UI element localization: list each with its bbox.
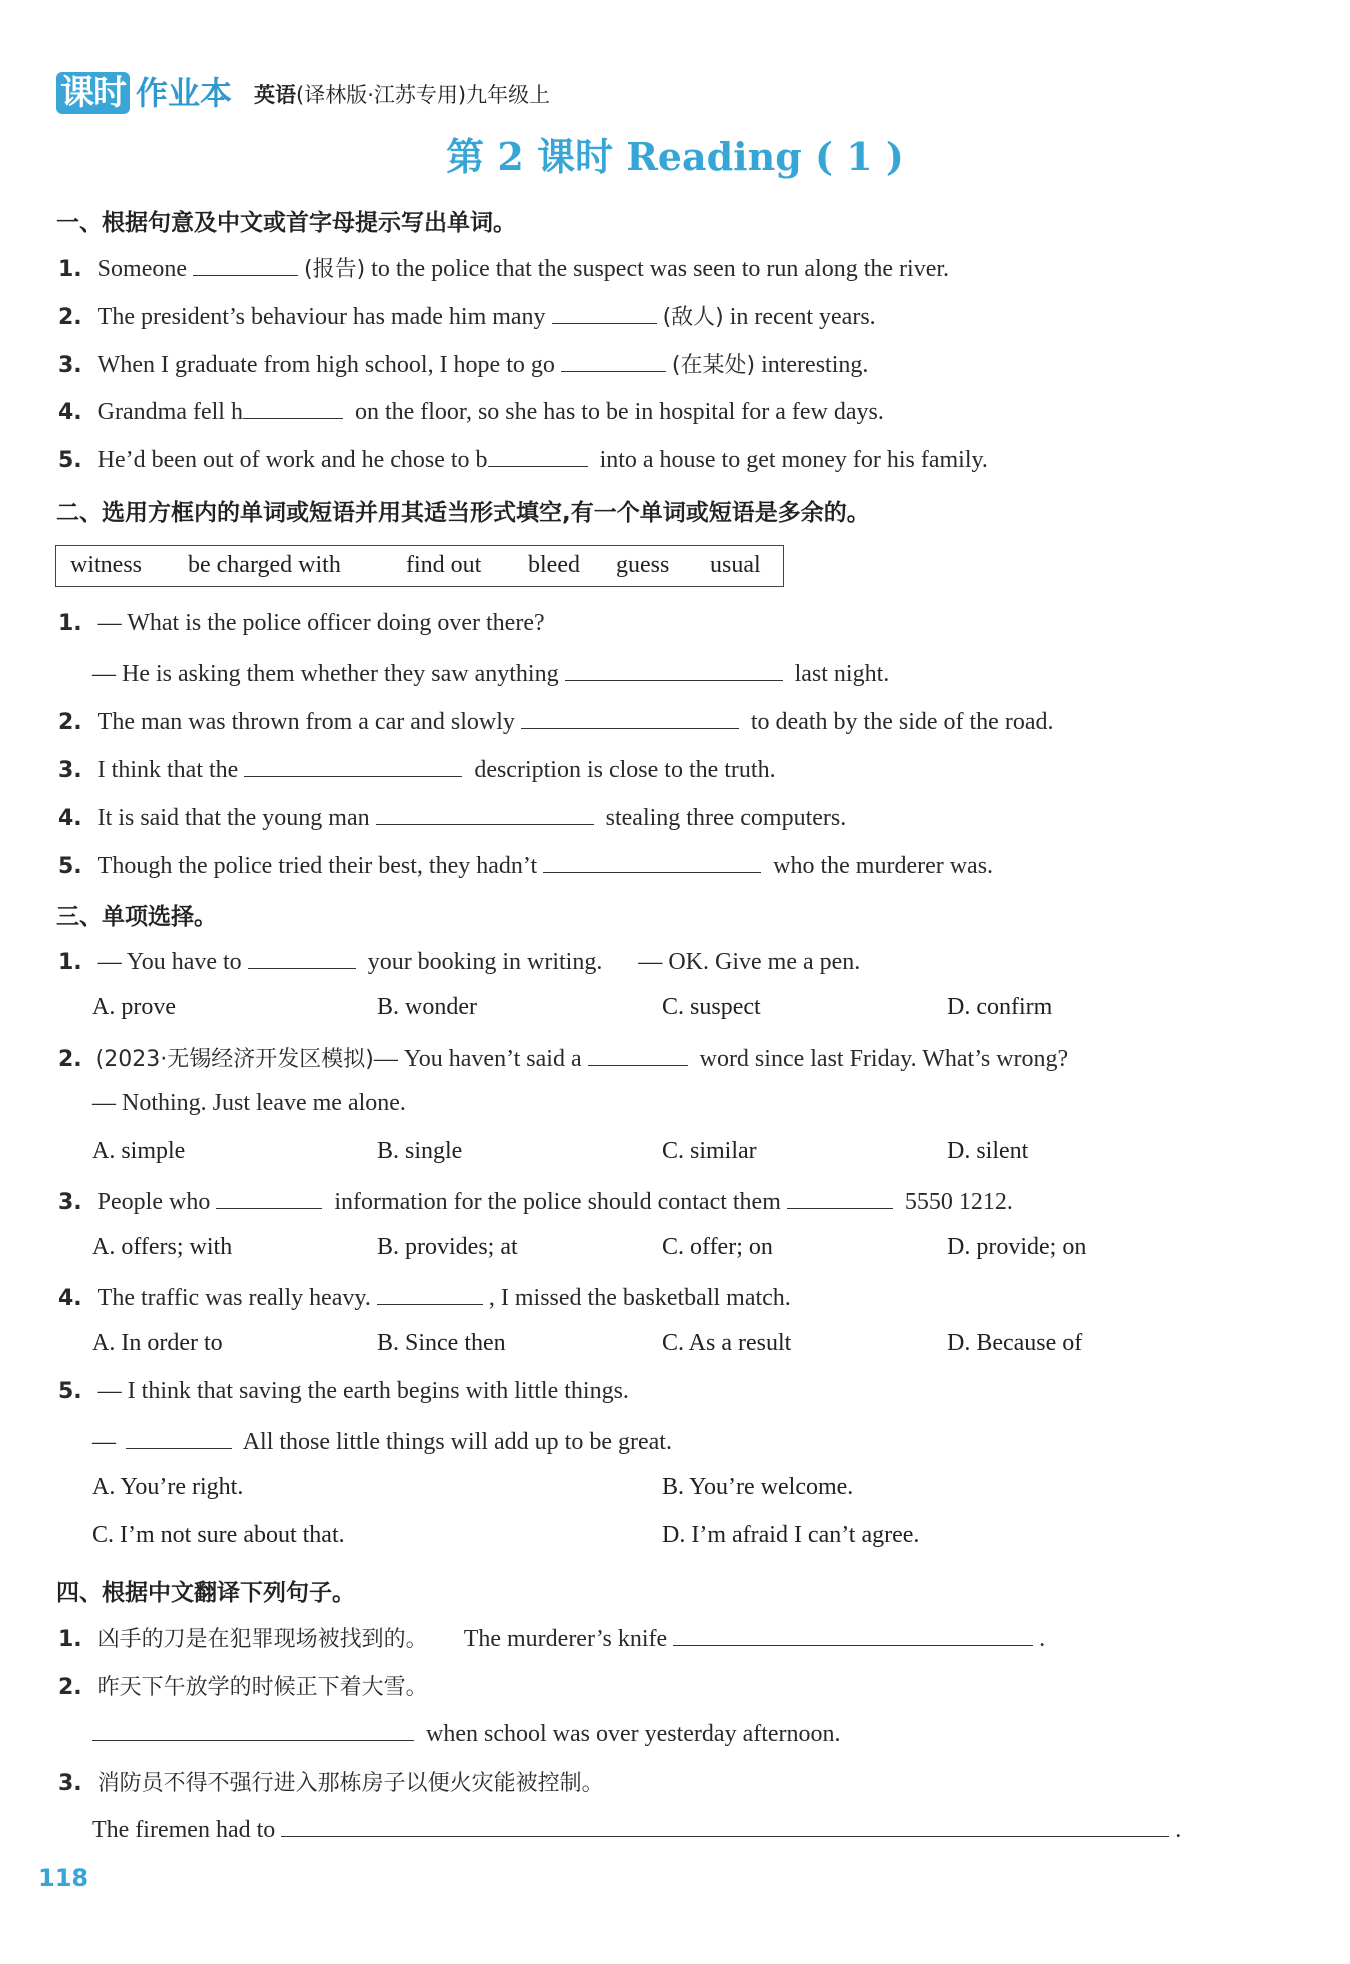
item-text: , I missed the basketball match. [488,1285,791,1311]
item-text: word since last Friday. What’s wrong? [699,1046,1069,1072]
item-text: last night. [794,661,890,687]
item-text: — What is the police officer doing over there? [97,610,545,636]
option-c[interactable]: C. suspect [662,994,761,1020]
option-d[interactable]: D. Because of [947,1330,1083,1356]
item-number: 4. [58,806,82,831]
chinese-sentence: 昨天下午放学的时候正下着大雪。 [97,1675,428,1700]
chinese-hint: (报告) [304,257,366,282]
answer-blank[interactable] [543,850,761,873]
item-number: 3. [58,1190,82,1215]
item-text: information for the police should contact them [334,1189,781,1215]
answer-blank[interactable] [193,253,298,276]
option-c[interactable]: C. offer; on [662,1234,773,1260]
answer-blank[interactable] [244,754,462,777]
lesson-title: 第 2 课时 Reading ( 1 ) [446,134,904,179]
mc-question-5-reply [92,1426,672,1456]
s2-item-2 [58,706,1053,736]
s1-item-3 [58,348,868,379]
item-text: He’d been out of work and he chose to b [97,447,488,473]
word-bank-item: bleed [528,552,580,578]
page-number: 118 [38,1864,89,1892]
mc-question-3 [58,1186,1013,1216]
s2-item-1b [92,658,889,688]
item-text: — OK. Give me a pen. [638,949,861,975]
option-a[interactable]: A. offers; with [92,1234,233,1260]
item-number: 1. [58,950,82,975]
answer-blank[interactable] [92,1718,414,1741]
item-text: The murderer’s knife [463,1626,668,1652]
option-b[interactable]: B. You’re welcome. [662,1474,854,1500]
item-text: into a house to get money for his family. [599,447,988,473]
item-text: on the floor, so she has to be in hospital for a few days. [354,399,884,425]
item-text: — [92,1429,116,1455]
mc-question-1 [58,946,860,976]
item-text: to the police that the suspect was seen to run along the river. [371,256,950,282]
item-number: 1. [58,611,82,636]
answer-blank[interactable] [488,444,588,467]
word-bank-item: witness [70,552,142,578]
item-number: 1. [58,1627,82,1652]
section-3-heading: 三、单项选择。 [56,904,217,930]
series-logo [56,72,232,114]
sentence-period: . [1175,1817,1182,1843]
translation-3-answer [92,1814,1181,1844]
option-d[interactable]: D. provide; on [947,1234,1087,1260]
option-a[interactable]: A. simple [92,1138,186,1164]
chinese-sentence: 凶手的刀是在犯罪现场被找到的。 [97,1627,428,1652]
mc-question-2-reply: — Nothing. Just leave me alone. [92,1090,406,1116]
word-bank-box [55,545,784,587]
item-text: Someone [97,256,187,282]
item-number: 2. [58,1047,82,1072]
item-text: Grandma fell h [97,399,243,425]
option-d[interactable]: D. confirm [947,994,1053,1020]
word-bank-item: be charged with [188,552,341,578]
chinese-hint: (在某处) [671,353,756,378]
item-text: 5550 1212. [904,1189,1013,1215]
s2-item-5 [58,850,993,880]
item-text: The man was thrown from a car and slowly [97,709,515,735]
page-header [56,64,550,114]
item-text: When I graduate from high school, I hope to go [97,352,555,378]
word-bank-item: find out [406,552,482,578]
s1-item-5 [58,444,988,474]
book-detail: (译林版·江苏专用)九年级上 [296,83,551,107]
option-d[interactable]: D. I’m afraid I can’t agree. [662,1522,920,1548]
item-number: 3. [58,758,82,783]
item-text: The traffic was really heavy. [97,1285,371,1311]
item-text: — He is asking them whether they saw anything [92,661,559,687]
answer-blank[interactable] [588,1043,688,1066]
answer-blank[interactable] [126,1426,232,1449]
translation-3 [58,1766,604,1797]
section-2-heading: 二、选用方框内的单词或短语并用其适当形式填空,有一个单词或短语是多余的。 [56,500,870,526]
item-text: description is close to the truth. [474,757,776,783]
item-number: 5. [58,1379,82,1404]
item-text: The president’s behaviour has made him many [97,304,546,330]
answer-blank[interactable] [552,301,657,324]
item-number: 2. [58,710,82,735]
item-text: — I think that saving the earth begins with little things. [97,1378,629,1404]
item-text: interesting. [761,352,869,378]
item-text: — You haven’t said a [373,1046,582,1072]
chinese-hint: (敌人) [662,305,724,330]
item-text: People who [97,1189,211,1215]
answer-blank[interactable] [565,658,783,681]
s1-item-1 [58,252,949,283]
item-number: 2. [58,1675,82,1700]
logo-text: 作业本 [136,74,233,112]
item-number: 3. [58,1771,82,1796]
item-text: when school was over yesterday afternoon. [426,1721,841,1747]
item-text: in recent years. [729,304,876,330]
mc-question-5 [58,1378,629,1405]
item-number: 5. [58,448,82,473]
word-bank-item: guess [616,552,670,578]
book-subject: 英语 [254,83,297,107]
option-d[interactable]: D. silent [947,1138,1029,1164]
answer-blank[interactable] [248,946,356,969]
option-a[interactable]: A. prove [92,994,176,1020]
sentence-period: . [1039,1626,1046,1652]
answer-blank[interactable] [216,1186,322,1209]
item-text: I think that the [97,757,239,783]
mc-question-4 [58,1282,791,1312]
option-b[interactable]: B. provides; at [377,1234,518,1260]
item-text: stealing three computers. [605,805,847,831]
answer-blank[interactable] [377,1282,483,1305]
item-text: It is said that the young man [97,805,370,831]
translation-2-answer [92,1718,841,1748]
s1-item-4 [58,396,884,426]
item-number: 5. [58,854,82,879]
item-text: Though the police tried their best, they hadn’t [97,853,538,879]
chinese-sentence: 消防员不得不强行进入那栋房子以便火灾能被控制。 [97,1771,604,1796]
section-4-heading: 四、根据中文翻译下列句子。 [56,1580,355,1606]
item-number: 4. [58,400,82,425]
answer-blank[interactable] [673,1623,1033,1646]
option-b[interactable]: B. single [377,1138,463,1164]
option-c[interactable]: C. similar [662,1138,757,1164]
item-number: 1. [58,257,82,282]
item-text: who the murderer was. [773,853,994,879]
item-text: to death by the side of the road. [750,709,1054,735]
s2-item-1 [58,610,545,637]
item-number: 2. [58,305,82,330]
answer-blank[interactable] [243,396,343,419]
logo-badge: 课时 [56,72,130,114]
option-b[interactable]: B. Since then [377,1330,506,1356]
s2-item-4 [58,802,846,832]
s1-item-2 [58,300,876,331]
item-text: your booking in writing. [367,949,603,975]
mc-question-2 [58,1042,1068,1073]
question-source: (2023·无锡经济开发区模拟) [95,1047,374,1072]
item-number: 3. [58,353,82,378]
option-c[interactable]: C. I’m not sure about that. [92,1522,345,1548]
book-info [254,76,550,114]
option-c[interactable]: C. As a result [662,1330,792,1356]
option-a[interactable]: A. You’re right. [92,1474,244,1500]
answer-blank[interactable] [521,706,739,729]
answer-blank[interactable] [561,349,666,372]
word-bank-item: usual [710,552,761,578]
answer-blank[interactable] [787,1186,893,1209]
option-b[interactable]: B. wonder [377,994,477,1020]
answer-blank[interactable] [281,1814,1169,1837]
option-a[interactable]: A. In order to [92,1330,223,1356]
s2-item-3 [58,754,776,784]
item-text: The firemen had to [92,1817,276,1843]
translation-2 [58,1670,428,1701]
answer-blank[interactable] [376,802,594,825]
item-number: 4. [58,1286,82,1311]
item-text: All those little things will add up to be great. [242,1429,672,1455]
section-1-heading: 一、根据句意及中文或首字母提示写出单词。 [56,210,516,236]
translation-1 [58,1622,1045,1653]
item-text: — You have to [97,949,242,975]
